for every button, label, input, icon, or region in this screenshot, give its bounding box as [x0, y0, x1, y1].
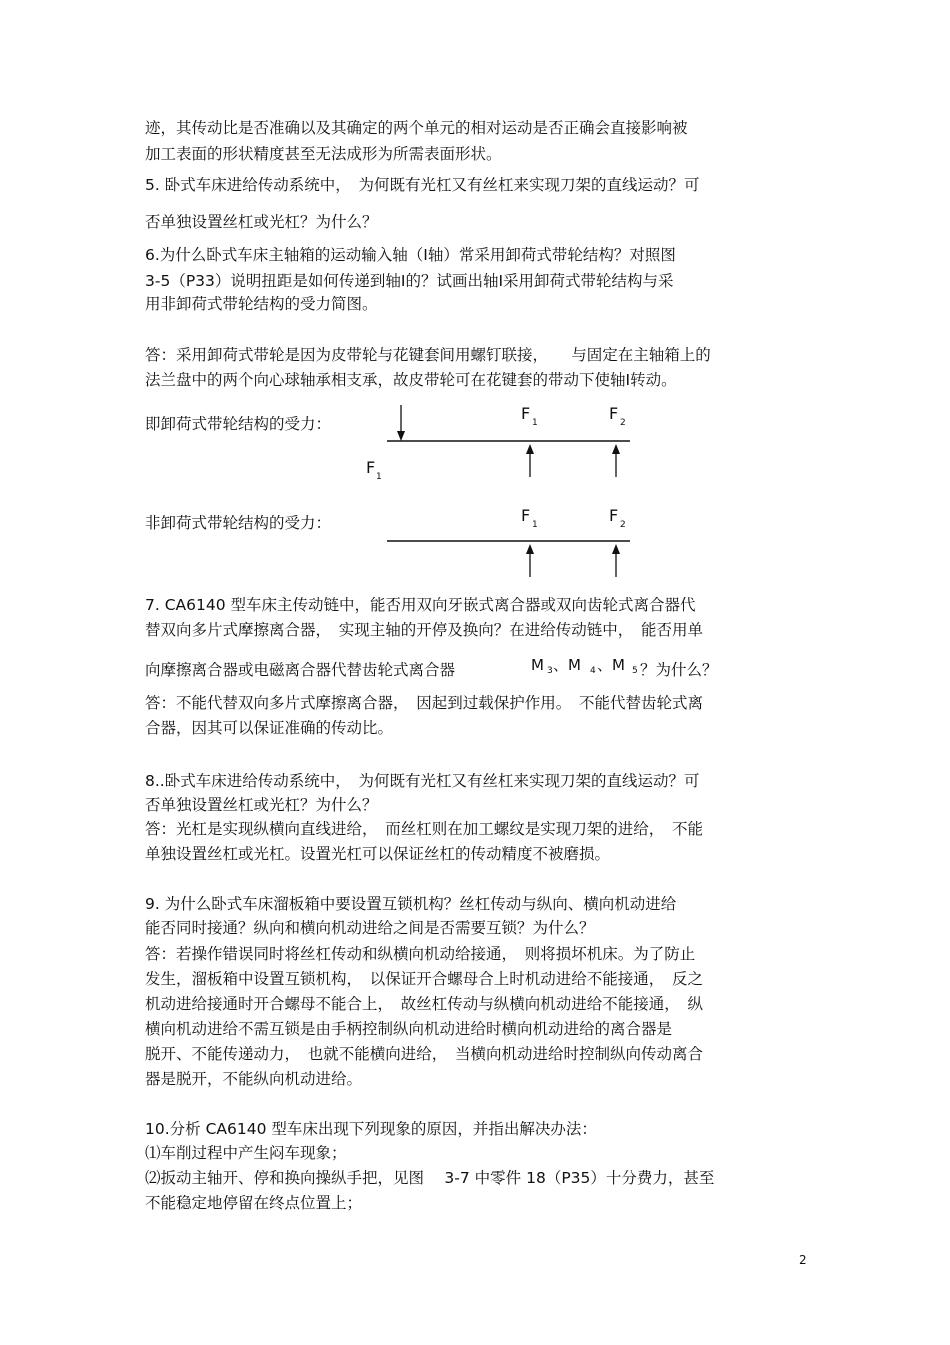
question-6: 6.为什么卧式车床主轴箱的运动输入轴（Ⅰ轴）常采用卸荷式带轮结构？对照图: [145, 246, 676, 264]
text-line: ⑴车削过程中产生闷车现象；: [145, 1144, 347, 1162]
text-line: 3-5（P33）说明扭距是如何传递到轴Ⅰ的？试画出轴Ⅰ采用卸荷式带轮结构与采: [145, 272, 674, 290]
arrow-head: [612, 444, 620, 454]
text-line: 横向机动进给不需互锁是由手柄控制纵向机动进给时横向机动进给的离合器是: [145, 1020, 673, 1038]
text-line: ⑵扳动主轴开、停和换向操纵手把，见图 3-7 中零件 18（P35）十分费力，甚至: [145, 1169, 715, 1187]
force-label-f2: F: [609, 404, 619, 423]
clutch-label-m: 、M: [553, 656, 581, 674]
text-line: 不能稳定地停留在终点位置上；: [145, 1194, 363, 1212]
clutch-subscript: 5: [632, 666, 638, 676]
text-line: 否单独设置丝杠或光杠？为什么？: [145, 796, 378, 814]
text-line: 加工表面的形状精度甚至无法成形为所需表面形状。: [145, 145, 502, 163]
answer-6: 答：采用卸荷式带轮是因为皮带轮与花键套间用螺钉联接， 与固定在主轴箱上的: [145, 346, 711, 364]
text-line: 迹，其传动比是否准确以及其确定的两个单元的相对运动是否正确会直接影响被: [145, 119, 688, 137]
force-label-f1: F: [521, 506, 531, 525]
force-label-f2: F: [609, 506, 619, 525]
arrow-head: [526, 544, 534, 554]
arrow-head: [612, 544, 620, 554]
text-line: 向摩擦离合器或电磁离合器代替齿轮式离合器: [145, 661, 456, 679]
question-5: 5. 卧式车床进给传动系统中， 为何既有光杠又有丝杠来实现刀架的直线运动？可: [145, 176, 700, 194]
force-subscript: 2: [620, 520, 626, 530]
non-unloading-pulley-diagram: [387, 541, 630, 577]
question-8: 8..卧式车床进给传动系统中， 为何既有光杠又有丝杠来实现刀架的直线运动？可: [145, 772, 700, 790]
text-line: 用非卸荷式带轮结构的受力简图。: [145, 295, 378, 313]
force-subscript: 1: [532, 418, 538, 428]
text-line: 替双向多片式摩擦离合器， 实现主轴的开停及换向？在进给传动链中， 能否用单: [145, 621, 704, 639]
diagram-caption-non-unloading: 非卸荷式带轮结构的受力：: [145, 514, 332, 532]
text-line: 能否同时接通？纵向和横向机动进给之间是否需要互锁？为什么？: [145, 919, 595, 937]
text-line: ？为什么？: [640, 661, 718, 679]
clutch-subscript: 4: [590, 666, 596, 676]
diagram-caption-unloading: 即卸荷式带轮结构的受力：: [145, 415, 332, 433]
page-number: 2: [799, 1253, 807, 1267]
answer-9: 答：若操作错误同时将丝杠传动和纵横向机动给接通， 则将损坏机床。为了防止: [145, 945, 696, 963]
text-line: 法兰盘中的两个向心球轴承相支承，故皮带轮可在花键套的带动下使轴Ⅰ转动。: [145, 371, 677, 389]
answer-7: 答：不能代替双向多片式摩擦离合器， 因起到过载保护作用。 不能代替齿轮式离: [145, 694, 704, 712]
force-subscript: 2: [620, 418, 626, 428]
text-line: 合器，因其可以保证准确的传动比。: [145, 719, 394, 737]
text-line: 发生，溜板箱中设置互锁机构， 以保证开合螺母合上时机动进给不能接通， 反之: [145, 970, 704, 988]
text-line: 否单独设置丝杠或光杠？为什么？: [145, 213, 378, 231]
question-7: 7. CA6140 型车床主传动链中，能否用双向牙嵌式离合器或双向齿轮式离合器代: [145, 596, 696, 614]
arrow-head: [397, 431, 405, 441]
force-subscript: 1: [376, 472, 382, 482]
arrow-head: [526, 444, 534, 454]
text-line: 单独设置丝杠或光杠。设置光杠可以保证丝杠的传动精度不被磨损。: [145, 845, 611, 863]
clutch-subscript: 3: [547, 666, 553, 676]
answer-8: 答：光杠是实现纵横向直线进给， 而丝杠则在加工螺纹是实现刀架的进给， 不能: [145, 820, 704, 838]
text-line: 机动进给接通时开合螺母不能合上， 故丝杠传动与纵横向机动进给不能接通， 纵: [145, 995, 704, 1013]
unloading-pulley-diagram: [387, 405, 630, 477]
force-label-f1: F: [521, 404, 531, 423]
text-line: 脱开、不能传递动力， 也就不能横向进给， 当横向机动进给时控制纵向传动离合: [145, 1045, 704, 1063]
force-subscript: 1: [532, 520, 538, 530]
question-10: 10.分析 CA6140 型车床出现下列现象的原因，并指出解决办法：: [145, 1120, 597, 1138]
force-label-f1-load: F: [366, 458, 376, 477]
clutch-label-m: M: [531, 656, 544, 674]
text-line: 器是脱开，不能纵向机动进给。: [145, 1070, 363, 1088]
clutch-label-m: 、M: [597, 656, 625, 674]
question-9: 9. 为什么卧式车床溜板箱中要设置互锁机构？丝杠传动与纵向、横向机动进给: [145, 895, 677, 913]
